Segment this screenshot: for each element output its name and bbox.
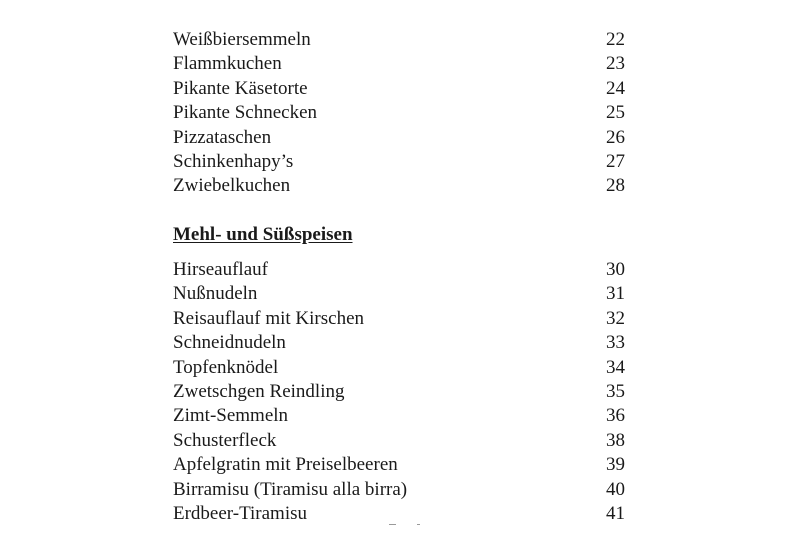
recipe-title: Schusterfleck [173, 429, 277, 451]
scan-speck [389, 524, 396, 525]
page-number: 28 [606, 175, 625, 197]
list-item [173, 502, 625, 526]
list-item [173, 478, 625, 502]
list-item [173, 404, 625, 428]
recipe-title: Schneidnudeln [173, 332, 286, 354]
page-number: 35 [606, 380, 625, 402]
recipe-title: Nußnudeln [173, 283, 258, 305]
recipe-title: Flammkuchen [173, 53, 282, 75]
scan-speck [417, 524, 420, 525]
recipe-title: Erdbeer-Tiramisu [173, 502, 308, 524]
list-item [173, 52, 625, 76]
recipe-title: Weißbiersemmeln [173, 29, 311, 50]
page-number: 24 [606, 77, 625, 99]
list-item [173, 28, 625, 52]
recipe-list-sweet [173, 258, 625, 526]
list-item [173, 101, 625, 125]
recipe-title: Pizzataschen [173, 126, 272, 148]
page-number: 25 [606, 102, 625, 124]
list-item [173, 77, 625, 101]
list-item [173, 429, 625, 453]
page-number: 34 [606, 356, 625, 378]
list-item [173, 150, 625, 174]
recipe-title: Hirseauflauf [173, 259, 268, 280]
page-number: 26 [606, 126, 625, 148]
list-item [173, 282, 625, 306]
page-number: 23 [606, 53, 625, 75]
list-item [173, 174, 625, 198]
list-item [173, 331, 625, 355]
list-item [173, 453, 625, 477]
recipe-title: Schinkenhapy’s [173, 150, 294, 172]
recipe-title: Apfelgratin mit Preiselbeeren [173, 454, 398, 476]
recipe-list-savory [173, 28, 625, 199]
recipe-title: Pikante Käsetorte [173, 77, 308, 99]
list-item [173, 258, 625, 282]
page-number: 31 [606, 283, 625, 305]
page-number: 40 [606, 478, 625, 500]
page-number: 30 [606, 259, 625, 280]
page-number: 36 [606, 405, 625, 427]
recipe-title: Zwetschgen Reindling [173, 380, 345, 402]
list-item [173, 356, 625, 380]
list-item [173, 307, 625, 331]
recipe-title: Topfenknödel [173, 356, 279, 378]
recipe-title: Reisauflauf mit Kirschen [173, 307, 365, 329]
recipe-title: Zwiebelkuchen [173, 175, 291, 197]
page-number: 27 [606, 150, 625, 172]
page-number: 32 [606, 307, 625, 329]
page-number: 39 [606, 454, 625, 476]
list-item [173, 380, 625, 404]
recipe-title: Zimt-Semmeln [173, 405, 289, 427]
page-number: 41 [606, 502, 625, 524]
list-item [173, 126, 625, 150]
recipe-title: Pikante Schnecken [173, 102, 318, 124]
recipe-title: Birramisu (Tiramisu alla birra) [173, 478, 408, 500]
page-number: 22 [606, 29, 625, 50]
page-number: 38 [606, 429, 625, 451]
section-heading: Mehl- und Süßspeisen [173, 224, 353, 245]
page-number: 33 [606, 332, 625, 354]
